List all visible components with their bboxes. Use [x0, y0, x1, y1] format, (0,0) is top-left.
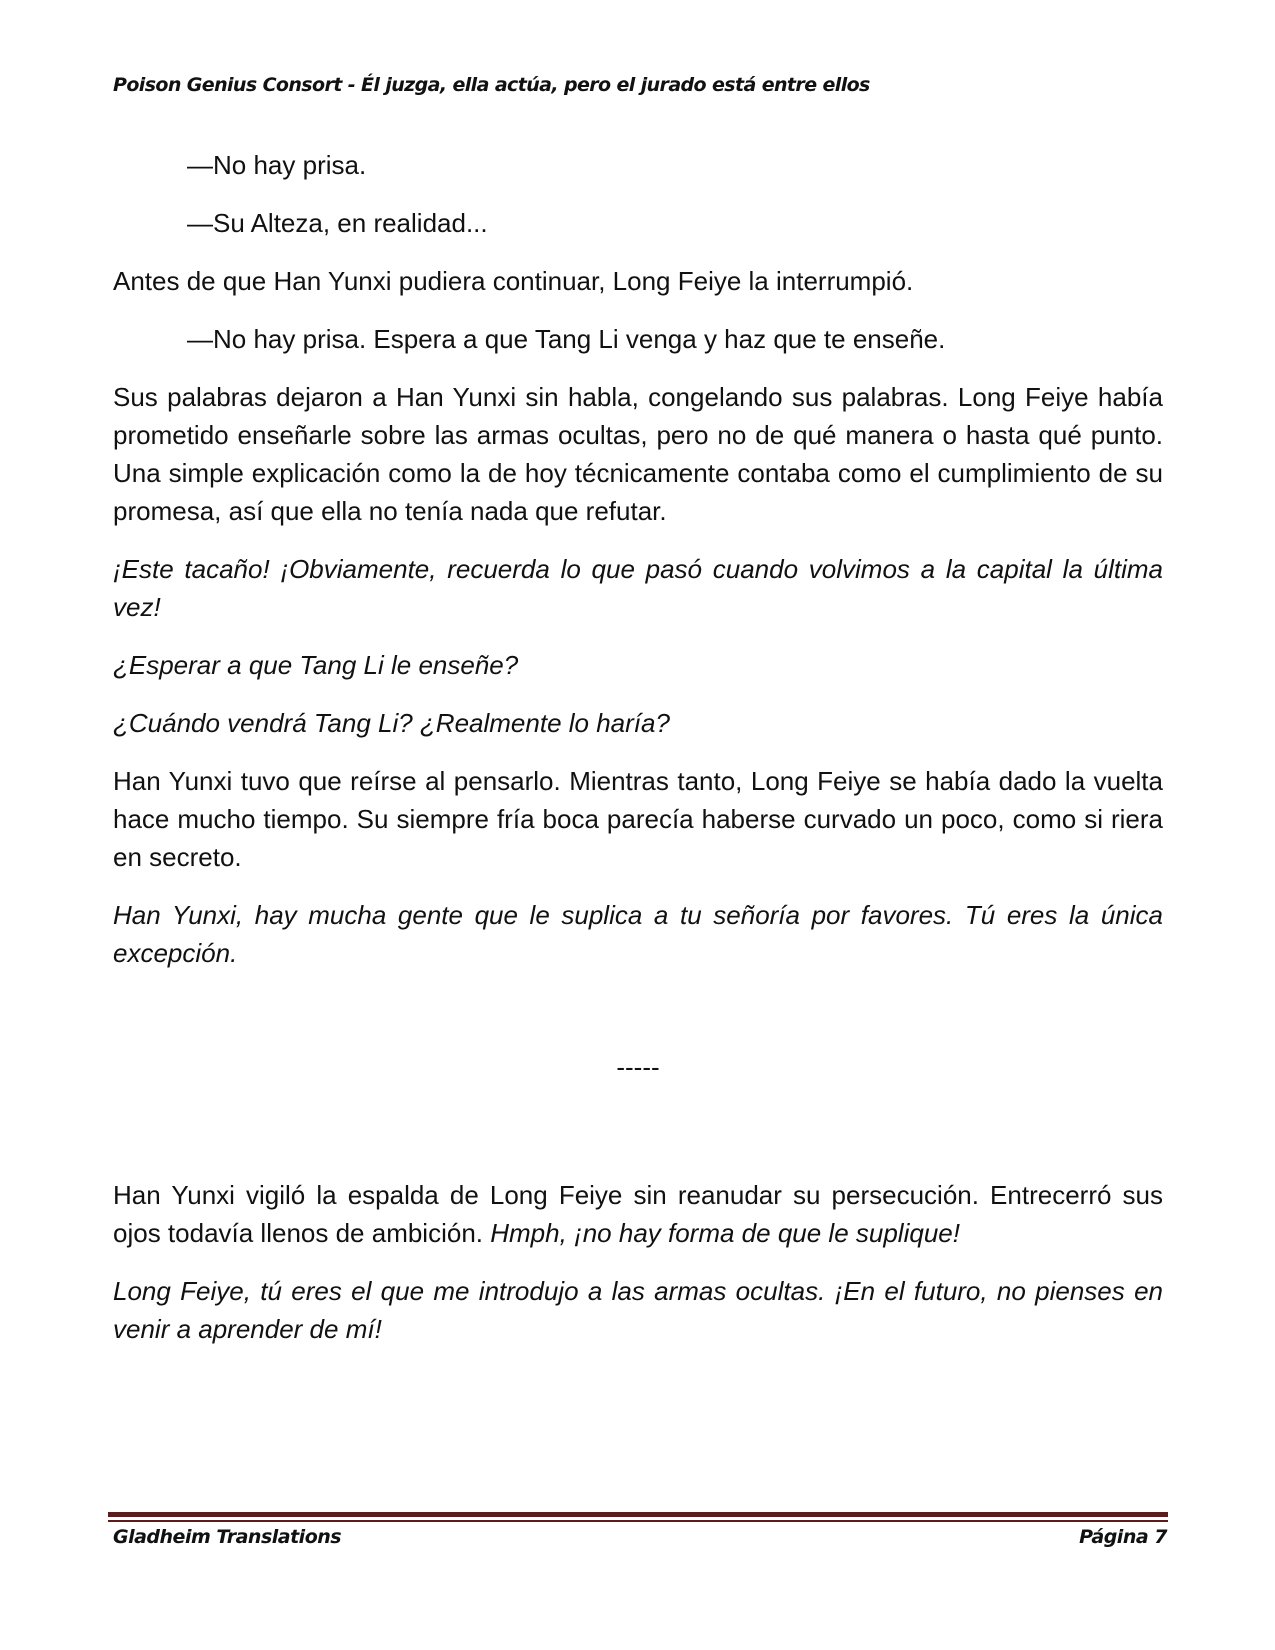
footer-rule-thick: [108, 1512, 1168, 1517]
paragraph-8: ¿Cuándo vendrá Tang Li? ¿Realmente lo haría?: [113, 708, 670, 738]
paragraph-1: —No hay prisa.: [187, 150, 367, 180]
page-header-title: Poison Genius Consort - Él juzga, ella actúa, pero el jurado está entre ellos: [113, 74, 870, 96]
paragraph-12: Long Feiye, tú eres el que me introdujo a las armas ocultas. ¡En el futuro, no pienses en venir a aprender de mí!: [113, 1276, 1163, 1344]
section-divider: -----: [616, 1052, 660, 1082]
footer-rule-thin: [108, 1520, 1168, 1522]
paragraph-4: —No hay prisa. Espera a que Tang Li venga y haz que te enseñe.: [187, 324, 946, 354]
paragraph-3: Antes de que Han Yunxi pudiera continuar, Long Feiye la interrumpió.: [113, 266, 914, 296]
paragraph-11-italic-text: Hmph, ¡no hay forma de que le suplique!: [490, 1218, 960, 1248]
paragraph-10: Han Yunxi, hay mucha gente que le suplica a tu señoría por favores. Tú eres la única excepción.: [113, 900, 1163, 968]
paragraph-9: Han Yunxi tuvo que reírse al pensarlo. Mientras tanto, Long Feiye se había dado la vuelta hace mucho tiempo. Su siempre fría boca parecía haberse curvado un poco, como si riera en secreto.: [113, 766, 1163, 872]
paragraph-2: —Su Alteza, en realidad...: [187, 208, 488, 238]
paragraph-11-text: Han Yunxi vigiló la espalda de Long Feiye sin reanudar su persecución. Entrecerró sus ojos todavía llenos de ambición.: [113, 1180, 1163, 1248]
footer-page-number: Página 7: [1079, 1526, 1167, 1548]
paragraph-6: ¡Este tacaño! ¡Obviamente, recuerda lo que pasó cuando volvimos a la capital la última vez!: [113, 554, 1163, 622]
footer-publisher: Gladheim Translations: [113, 1526, 342, 1548]
document-body: [113, 146, 1163, 1368]
paragraph-11: [113, 1176, 1163, 1252]
paragraph-7: ¿Esperar a que Tang Li le enseñe?: [113, 650, 519, 680]
paragraph-5: Sus palabras dejaron a Han Yunxi sin habla, congelando sus palabras. Long Feiye había prometido enseñarle sobre las armas ocultas, pero no de qué manera o hasta qué punto. Una simple explicación como la de hoy técnicamente contaba como el cumplimiento de su promesa, así que ella no tenía nada que refutar.: [113, 382, 1163, 526]
